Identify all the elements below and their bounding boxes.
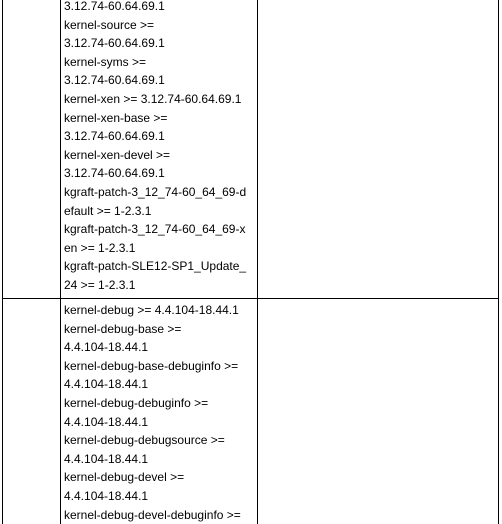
package-line: 4.4.104-18.44.1	[64, 377, 149, 392]
table-right-border	[498, 0, 499, 524]
package-line: 3.12.74-60.64.69.1	[64, 73, 165, 88]
package-line: 4.4.104-18.44.1	[64, 340, 149, 355]
package-line: kgraft-patch-SLE12-SP1_Update_	[64, 259, 247, 274]
package-line: kernel-debug-debuginfo >=	[64, 395, 209, 410]
package-line: kernel-debug-base-debuginfo >=	[64, 358, 239, 373]
column-divider-2	[257, 0, 258, 524]
package-line: kernel-debug-devel-debuginfo >=	[64, 507, 241, 522]
package-line: kernel-xen-devel >=	[64, 147, 171, 162]
column-divider-1	[60, 0, 61, 524]
package-line: kernel-xen >= 3.12.74-60.64.69.1	[64, 91, 242, 106]
package-line: kernel-debug-devel >=	[64, 470, 185, 485]
table-left-border	[2, 0, 3, 524]
package-line: kernel-debug >= 4.4.104-18.44.1	[64, 303, 239, 317]
package-line: kgraft-patch-3_12_74-60_64_69-d	[64, 184, 247, 199]
package-line: kernel-source >=	[64, 17, 155, 32]
package-line: 24 >= 1-2.3.1	[64, 277, 136, 292]
package-line: 4.4.104-18.44.1	[64, 414, 149, 429]
package-line: kgraft-patch-3_12_74-60_64_69-x	[64, 222, 246, 237]
package-line: kernel-debug-debugsource >=	[64, 433, 225, 448]
package-line: en >= 1-2.3.1	[64, 240, 136, 255]
package-line: 3.12.74-60.64.69.1	[64, 129, 165, 144]
package-line: 3.12.74-60.64.69.1	[64, 0, 165, 13]
package-line: 4.4.104-18.44.1	[64, 488, 149, 503]
row-divider	[2, 298, 499, 299]
package-line: kernel-syms >=	[64, 54, 147, 69]
package-line: 4.4.104-18.44.1	[64, 451, 149, 466]
package-line: 3.12.74-60.64.69.1	[64, 166, 165, 181]
package-line: efault >= 1-2.3.1	[64, 203, 152, 218]
package-list-row-2	[64, 301, 256, 524]
package-line: kernel-xen-base >=	[64, 110, 168, 125]
package-line: 3.12.74-60.64.69.1	[64, 36, 165, 51]
package-list-row-1	[64, 0, 256, 295]
package-line: kernel-debug-base >=	[64, 321, 182, 336]
